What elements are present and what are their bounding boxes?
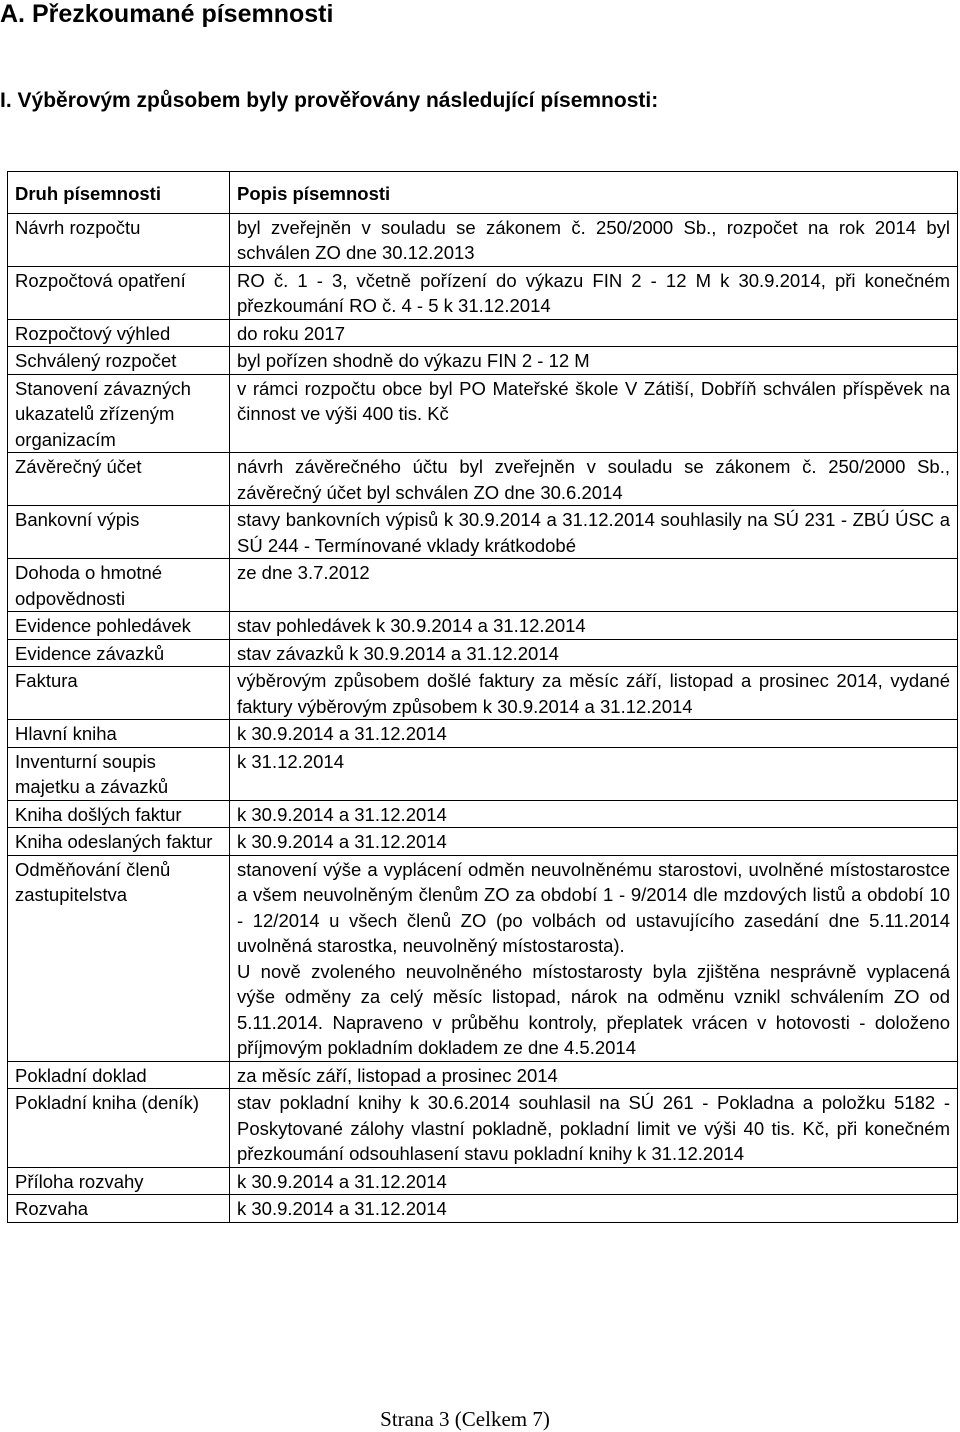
documents-table xyxy=(7,171,958,1223)
document-type-cell: Kniha došlých faktur xyxy=(8,800,230,828)
table-row xyxy=(8,1089,958,1168)
document-description-cell xyxy=(230,266,958,319)
document-description-cell xyxy=(230,747,958,800)
document-description-cell xyxy=(230,800,958,828)
description-paragraph: k 31.12.2014 xyxy=(237,750,344,772)
description-paragraph: k 30.9.2014 a 31.12.2014 xyxy=(237,803,447,825)
document-description-cell xyxy=(230,667,958,720)
document-type-cell: Bankovní výpis xyxy=(8,506,230,559)
document-type-cell: Závěrečný účet xyxy=(8,453,230,506)
document-description-cell xyxy=(230,720,958,748)
document-description-cell xyxy=(230,453,958,506)
table-row xyxy=(8,612,958,640)
description-paragraph: stav závazků k 30.9.2014 a 31.12.2014 xyxy=(237,642,559,664)
description-paragraph: byl zveřejněn v souladu se zákonem č. 250/2000 Sb., rozpočet na rok 2014 byl schválen ZO dne 30.12.2013 xyxy=(237,216,950,263)
document-type-cell: Evidence pohledávek xyxy=(8,612,230,640)
subheading: I. Výběrovým způsobem byly prověřovány následující písemnosti: xyxy=(0,89,659,112)
document-type-cell: Příloha rozvahy xyxy=(8,1167,230,1195)
table-row xyxy=(8,506,958,559)
table-row xyxy=(8,266,958,319)
document-type-cell: Dohoda o hmotné odpovědnosti xyxy=(8,559,230,612)
table-row xyxy=(8,720,958,748)
description-paragraph: U nově zvoleného neuvolněného místostarosty byla zjištěna nesprávně vyplacená výše odměny za celý měsíc listopad, nárok na odměnu vznikl schválením ZO od 5.11.2014. Napraveno v průběhu kontroly, přeplatek vrácen v hotovosti - doloženo příjmovým pokladním dokladem ze dne 4.5.2014 xyxy=(237,960,950,1058)
document-type-cell: Rozpočtová opatření xyxy=(8,266,230,319)
table-row xyxy=(8,1195,958,1223)
document-description-cell xyxy=(230,828,958,856)
table-body xyxy=(8,213,958,1222)
document-description-cell xyxy=(230,1089,958,1168)
document-description-cell xyxy=(230,1167,958,1195)
table-row xyxy=(8,374,958,453)
table-row xyxy=(8,213,958,266)
document-type-cell: Evidence závazků xyxy=(8,639,230,667)
header-document-type: Druh písemnosti xyxy=(8,172,230,214)
table-row xyxy=(8,1167,958,1195)
document-description-cell xyxy=(230,612,958,640)
document-type-cell: Rozvaha xyxy=(8,1195,230,1223)
description-paragraph: byl pořízen shodně do výkazu FIN 2 - 12 M xyxy=(237,350,590,371)
document-description-cell xyxy=(230,1061,958,1089)
description-paragraph: k 30.9.2014 a 31.12.2014 xyxy=(237,1198,447,1219)
document-description-cell xyxy=(230,855,958,1061)
table-row xyxy=(8,559,958,612)
table-row xyxy=(8,747,958,800)
description-paragraph: k 30.9.2014 a 31.12.2014 xyxy=(237,831,447,852)
page-footer: Strana 3 (Celkem 7) xyxy=(380,1407,550,1431)
description-paragraph: návrh závěrečného účtu byl zveřejněn v souladu se zákonem č. 250/2000 Sb., závěrečný účet byl schválen ZO dne 30.6.2014 xyxy=(237,456,950,503)
document-type-cell: Rozpočtový výhled xyxy=(8,319,230,347)
document-type-cell: Návrh rozpočtu xyxy=(8,213,230,266)
table-row xyxy=(8,667,958,720)
document-type-cell: Kniha odeslaných faktur xyxy=(8,828,230,856)
section-heading: A. Přezkoumané písemnosti xyxy=(0,0,334,28)
header-document-description: Popis písemnosti xyxy=(230,172,958,214)
document-description-cell xyxy=(230,506,958,559)
document-type-cell: Stanovení závazných ukazatelů zřízeným organizacím xyxy=(8,374,230,453)
document-description-cell xyxy=(230,319,958,347)
table-row xyxy=(8,347,958,375)
document-description-cell xyxy=(230,213,958,266)
table-row xyxy=(8,800,958,828)
document-description-cell xyxy=(230,374,958,453)
table-row xyxy=(8,453,958,506)
description-paragraph: stav pohledávek k 30.9.2014 a 31.12.2014 xyxy=(237,615,586,636)
description-paragraph: k 30.9.2014 a 31.12.2014 xyxy=(237,1170,447,1192)
description-paragraph: stavy bankovních výpisů k 30.9.2014 a 31.12.2014 souhlasily na SÚ 231 - ZBÚ ÚSC a SÚ 244 - Termínované vklady krátkodobé xyxy=(237,509,950,556)
description-paragraph: za měsíc září, listopad a prosinec 2014 xyxy=(237,1064,558,1086)
table-row xyxy=(8,828,958,856)
document-type-cell: Inventurní soupis majetku a závazků xyxy=(8,747,230,800)
description-paragraph: v rámci rozpočtu obce byl PO Mateřské škole V Zátiší, Dobříň schválen příspěvek na činnost ve výši 400 tis. Kč xyxy=(237,377,950,424)
document-description-cell xyxy=(230,559,958,612)
table-row xyxy=(8,1061,958,1089)
document-description-cell xyxy=(230,347,958,375)
document-type-cell: Pokladní kniha (deník) xyxy=(8,1089,230,1168)
description-paragraph: výběrovým způsobem došlé faktury za měsíc září, listopad a prosinec 2014, vydané faktury výběrovým způsobem k 30.9.2014 a 31.12.2014 xyxy=(237,670,950,717)
table-header-row xyxy=(8,172,958,214)
table-row xyxy=(8,319,958,347)
document-type-cell: Odměňování členů zastupitelstva xyxy=(8,855,230,1061)
document-type-cell: Hlavní kniha xyxy=(8,720,230,748)
description-paragraph: ze dne 3.7.2012 xyxy=(237,562,370,583)
document-description-cell xyxy=(230,639,958,667)
table-row xyxy=(8,855,958,1061)
table-row xyxy=(8,639,958,667)
document-description-cell xyxy=(230,1195,958,1223)
document-type-cell: Pokladní doklad xyxy=(8,1061,230,1089)
description-paragraph: stanovení výše a vyplácení odměn neuvolněnému starostovi, uvolněné místostarostce a všem neuvolněným členům ZO za období 1 - 9/2014 dle mzdových listů a období 10 - 12/2014 u všech členů ZO (po volbách od ustavujícího zasedání dne 5.11.2014 uvolněná starostka, neuvolněný místostarosta). xyxy=(237,858,950,956)
description-paragraph: k 30.9.2014 a 31.12.2014 xyxy=(237,723,447,744)
description-paragraph: RO č. 1 - 3, včetně pořízení do výkazu FIN 2 - 12 M k 30.9.2014, při konečném přezkoumání RO č. 4 - 5 k 31.12.2014 xyxy=(237,269,950,316)
description-paragraph: stav pokladní knihy k 30.6.2014 souhlasil na SÚ 261 - Pokladna a položku 5182 - Poskytované zálohy vlastní pokladně, pokladní limit ve výši 40 tis. Kč, při konečném přezkoumání odsouhlasení stavu pokladní knihy k 31.12.2014 xyxy=(237,1092,950,1164)
description-paragraph: do roku 2017 xyxy=(237,322,346,344)
document-type-cell: Schválený rozpočet xyxy=(8,347,230,375)
document-type-cell: Faktura xyxy=(8,667,230,720)
